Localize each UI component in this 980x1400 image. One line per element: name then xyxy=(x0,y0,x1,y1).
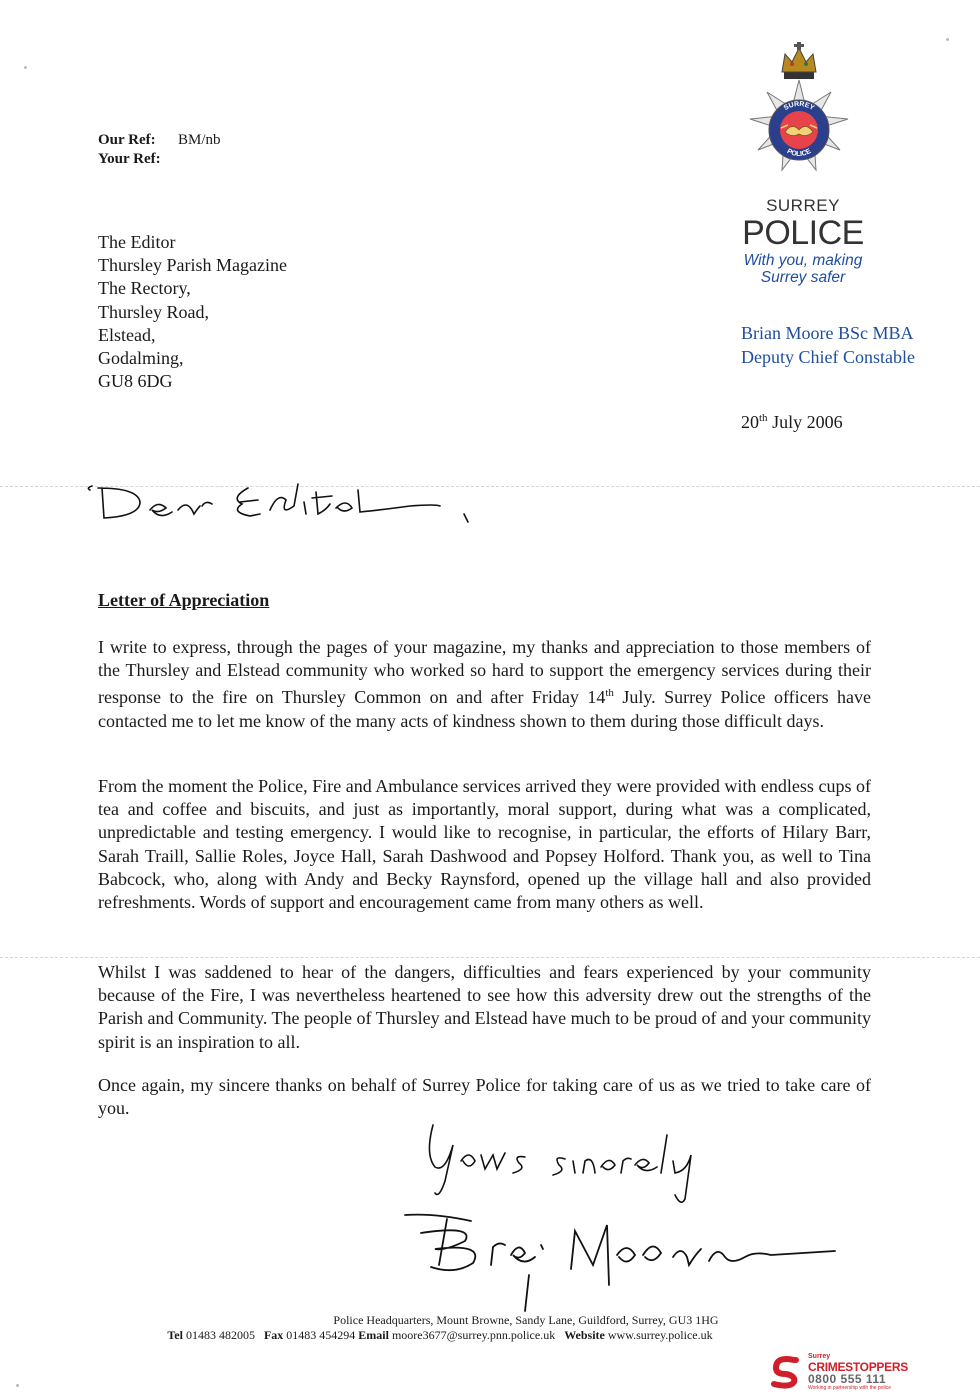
sender-title: Deputy Chief Constable xyxy=(741,347,915,367)
scan-speck xyxy=(16,1384,19,1387)
our-ref-label: Our Ref: xyxy=(98,132,156,148)
footer-fax: 01483 454294 xyxy=(286,1328,356,1342)
paper-fold-line xyxy=(0,957,980,958)
p1-part-a: I write to express, through the pages of your magazine, my thanks and appreciation to those members of the Thursley and Elstead community who worked so hard to support the emergency services during their response to the fire on Thursley Common on and after Friday 14 xyxy=(98,637,871,708)
body-paragraph-1 xyxy=(98,636,871,733)
date-suffix: th xyxy=(759,412,768,424)
address-line: Godalming, xyxy=(98,348,184,369)
address-line: The Rectory, xyxy=(98,278,191,299)
p1-part-b: July. Surrey Police officers have contacted me to let me know of the many acts of kindness shown to them during those difficult days. xyxy=(98,687,872,731)
brand-tagline-1: With you, making xyxy=(743,252,863,269)
your-ref-line xyxy=(98,150,221,169)
sender-block xyxy=(741,321,915,369)
footer-email-label: Email xyxy=(358,1328,389,1342)
letter-references xyxy=(98,131,221,169)
crimestoppers-region: Surrey xyxy=(808,1353,831,1360)
crimestoppers-phone: 0800 555 111 xyxy=(808,1372,887,1386)
footer-tel: 01483 482005 xyxy=(185,1328,255,1342)
recipient-address xyxy=(98,231,287,393)
body-paragraph-2: From the moment the Police, Fire and Ambulance services arrived they were provided with endless cups of tea and coffee and biscuits, and just as importantly, moral support, during what was a complicated, unpredictable and testing emergency. I would like to recognise, in particular, the efforts of Hilary Barr, Sarah Traill, Sallie Roles, Joyce Hall, Sarah Dashwood and Popsey Holford. Thank you, as well to Tina Babcock, who, along with Andy and Becky Raynsford, opened up the village hall and also provided refreshments. Words of support and encouragement came from many others as well. xyxy=(98,776,871,913)
footer-email: moore3677@surrey.pnn.police.uk xyxy=(391,1328,556,1342)
date-rest: July 2006 xyxy=(767,412,843,432)
address-line: GU8 6DG xyxy=(98,371,173,392)
brand-tagline-2: Surrey safer xyxy=(760,269,846,286)
letter-date xyxy=(741,412,843,433)
your-ref-label: Your Ref: xyxy=(98,151,161,167)
footer-website: www.surrey.police.uk xyxy=(607,1328,713,1342)
crimestoppers-name: CRIMESTOPPERS xyxy=(808,1360,908,1374)
brand-county: SURREY xyxy=(766,196,840,215)
crown-icon xyxy=(782,42,816,79)
body-paragraph-4: Once again, my sincere thanks on behalf of Surrey Police for taking care of us as we tried to take care of you. xyxy=(98,1075,871,1119)
footer-contacts xyxy=(0,1328,930,1343)
our-ref-value: BM/nb xyxy=(178,132,221,148)
footer-website-label: Website xyxy=(564,1328,605,1342)
letter-subject: Letter of Appreciation xyxy=(98,590,270,610)
address-line: Elstead, xyxy=(98,324,156,345)
crimestoppers-logo xyxy=(768,1352,918,1392)
address-line: Thursley Road, xyxy=(98,301,209,322)
crest-ring-top-text: SURREY xyxy=(782,100,816,112)
address-line: The Editor xyxy=(98,232,176,252)
date-day: 20 xyxy=(741,412,759,432)
handwritten-closing-signature xyxy=(395,1115,865,1315)
address-line: Thursley Parish Magazine xyxy=(98,255,287,276)
crest-ring-bottom-text: POLICE xyxy=(785,147,813,159)
p1-superscript: th xyxy=(605,687,614,700)
footer-fax-label: Fax xyxy=(263,1328,284,1342)
crimestoppers-mark-icon xyxy=(768,1354,802,1390)
signature-brian-moore xyxy=(405,1215,835,1311)
brand-force: POLICE xyxy=(742,214,864,252)
our-ref-line xyxy=(98,131,221,150)
footer-address: Police Headquarters, Mount Browne, Sandy Lane, Guildford, Surrey, GU3 1HG xyxy=(333,1313,719,1327)
crimestoppers-strapline: Working in partnership with the police xyxy=(808,1385,892,1391)
sender-name: Brian Moore BSc MBA xyxy=(741,323,914,343)
handwritten-greeting xyxy=(80,470,510,540)
scan-speck xyxy=(24,66,27,69)
surrey-police-crest-logo xyxy=(736,42,862,194)
footer-tel-label: Tel xyxy=(167,1328,183,1342)
body-paragraph-3: Whilst I was saddened to hear of the dangers, difficulties and fears experienced by your community because of the Fire, I was nevertheless heartened to see how this adversity drew out the strengths of the Parish and Community. The people of Thursley and Elstead have much to be proud of and your community spirit is an inspiration to all. xyxy=(98,962,872,1052)
closing-yours-sincerely xyxy=(429,1125,691,1202)
scan-speck xyxy=(946,38,949,41)
brand-block xyxy=(718,196,888,286)
